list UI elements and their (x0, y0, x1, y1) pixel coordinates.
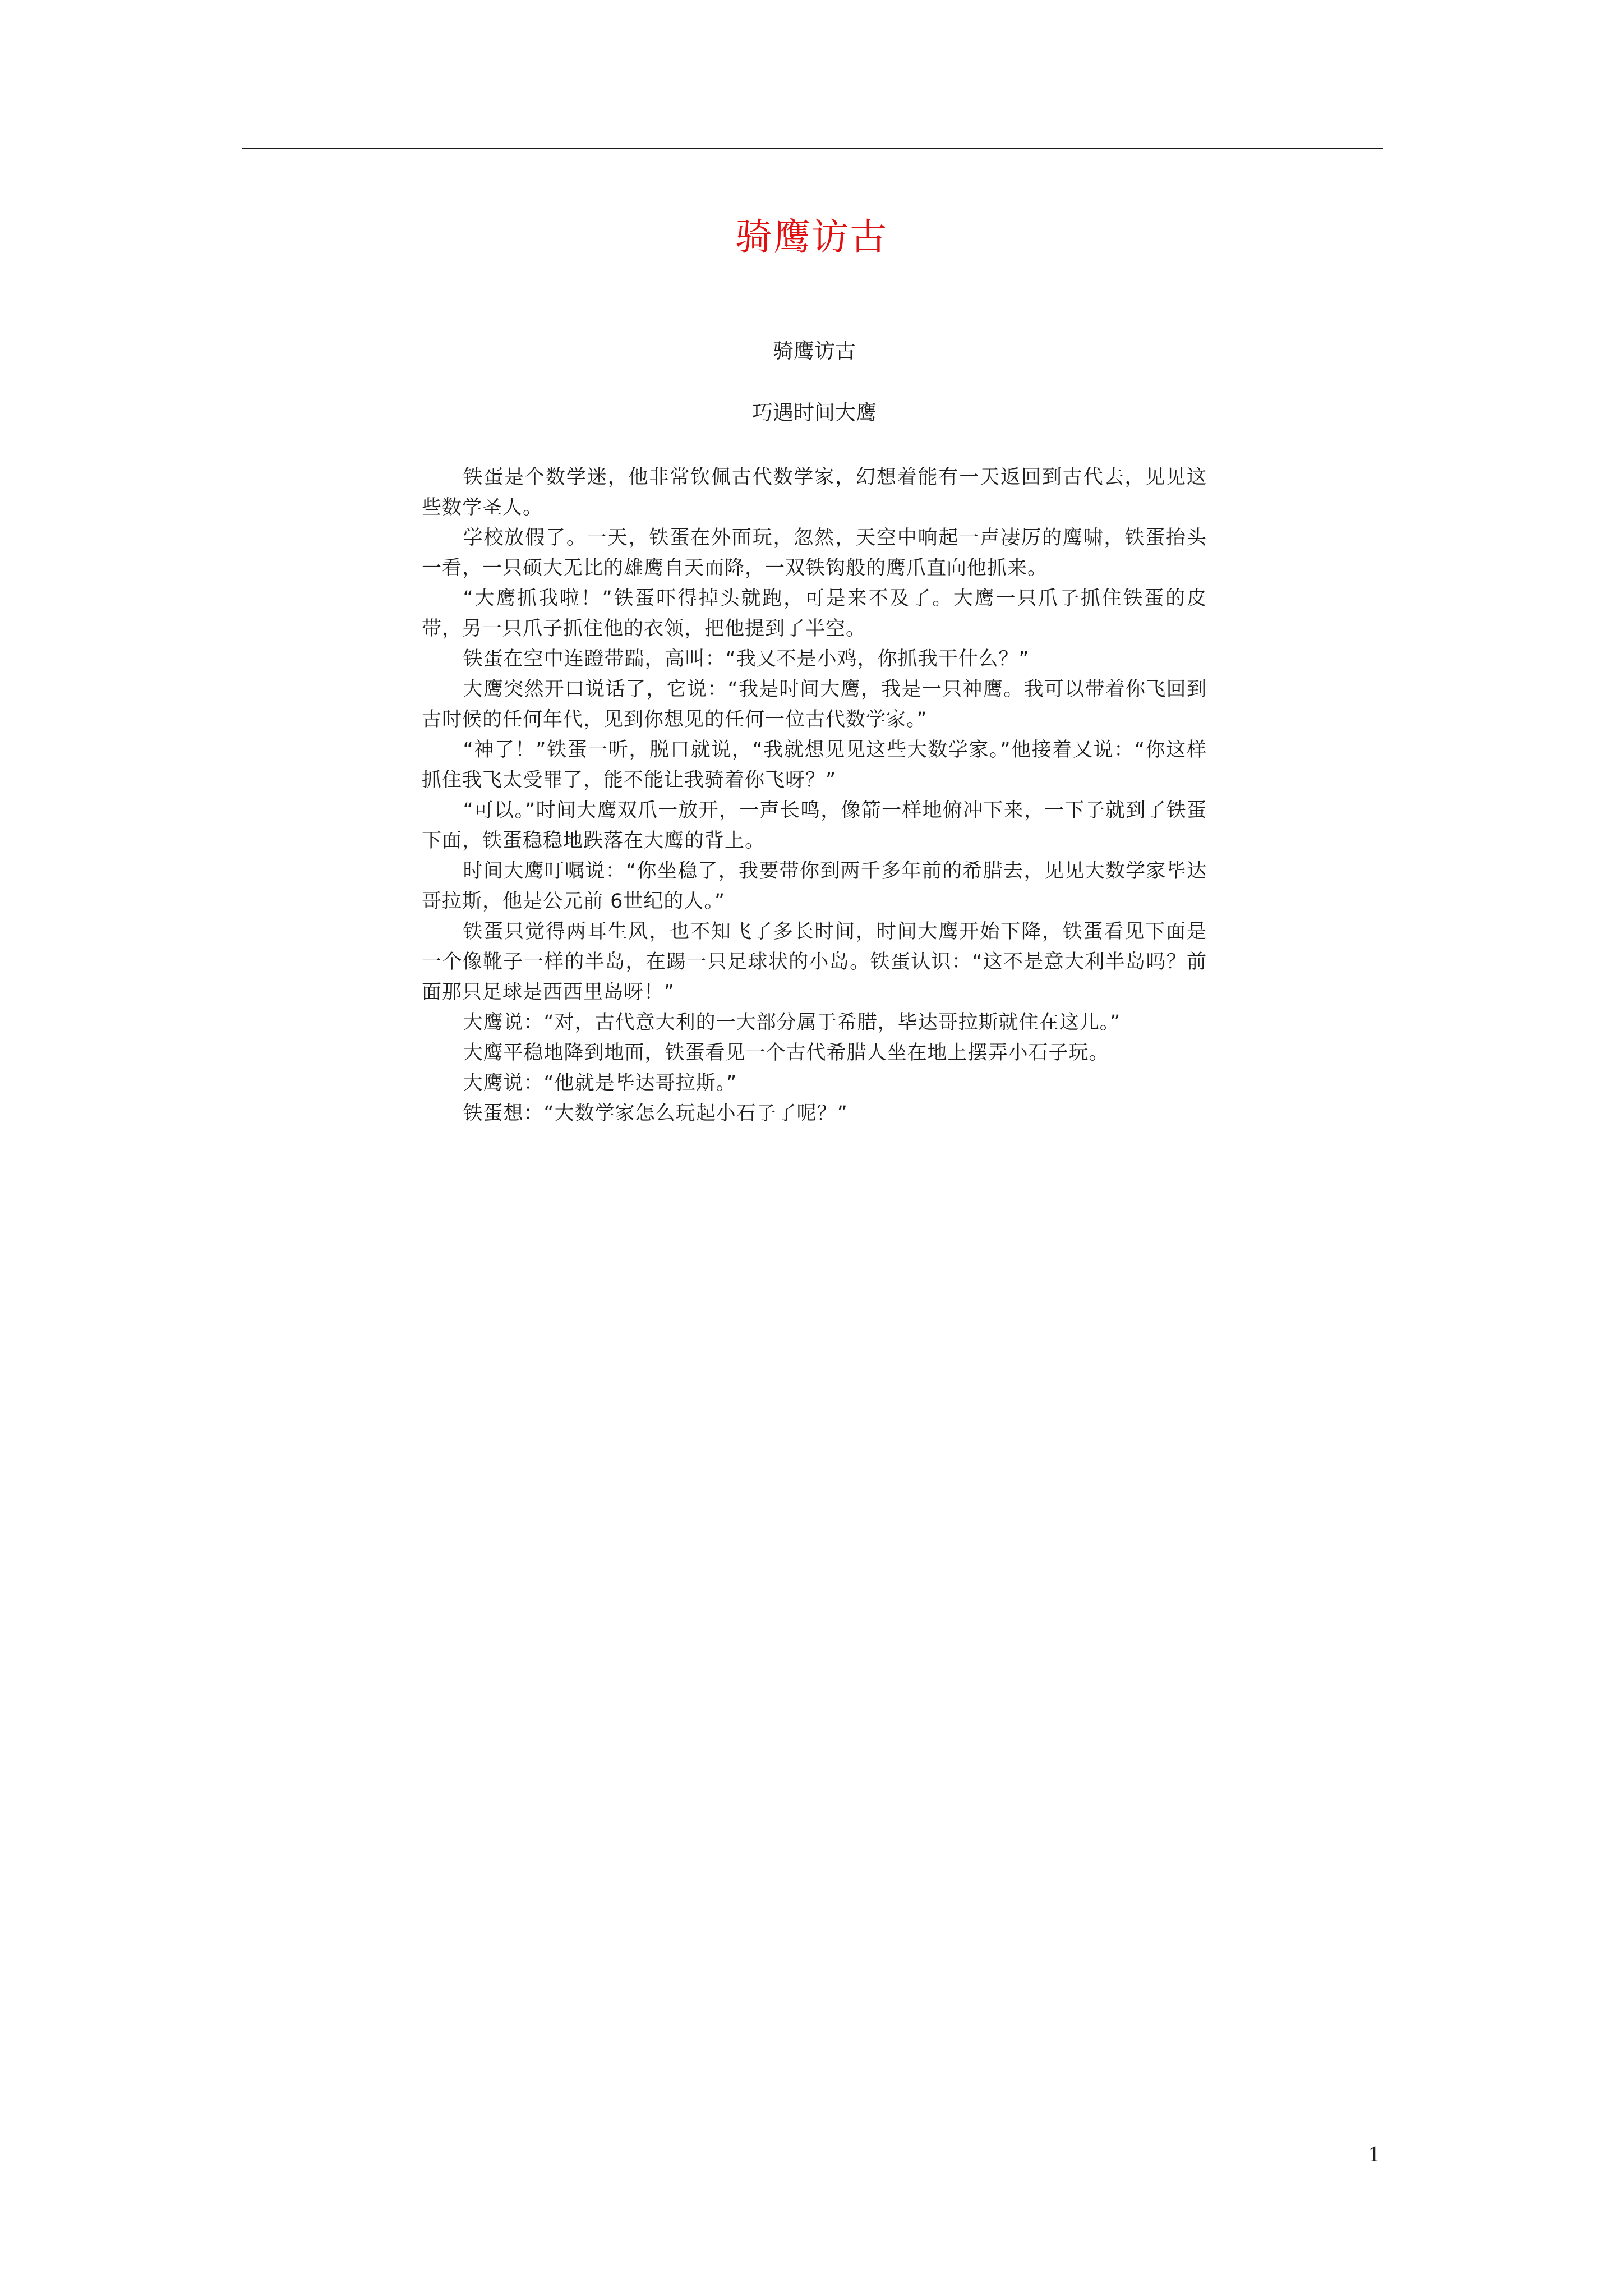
paragraph: 学校放假了。一天，铁蛋在外面玩，忽然，天空中响起一声凄厉的鹰啸，铁蛋抬头一看，一只硕大无比的雄鹰自天而降，一双铁钩般的鹰爪直向他抓来。 (422, 527, 1207, 579)
page-number: 1 (1368, 2141, 1380, 2166)
paragraph: “可以。”时间大鹰双爪一放开，一声长鸣，像箭一样地俯冲下来，一下子就到了铁蛋下面，铁蛋稳稳地跌落在大鹰的背上。 (422, 799, 1207, 852)
paragraph: 大鹰说：“对，古代意大利的一大部分属于希腊，毕达哥拉斯就住在这儿。” (463, 1011, 1121, 1034)
scanned-page (422, 337, 1207, 1129)
paragraph: “神了！”铁蛋一听，脱口就说，“我就想见见这些大数学家。”他接着又说：“你这样抓住我飞太受罪了，能不能让我骑着你飞呀？” (422, 739, 1207, 792)
scan-title: 骑鹰访古 (773, 339, 856, 363)
paragraph: “大鹰抓我啦！”铁蛋吓得掉头就跑，可是来不及了。大鹰一只爪子抓住铁蛋的皮带，另一只爪子抓住他的衣领，把他提到了半空。 (422, 587, 1207, 640)
paragraph: 大鹰平稳地降到地面，铁蛋看见一个古代希腊人坐在地上摆弄小石子玩。 (463, 1042, 1109, 1064)
paragraph: 铁蛋想：“大数学家怎么玩起小石子了呢？” (463, 1102, 848, 1125)
header-rule (242, 148, 1383, 149)
document-title: 骑鹰访古 (735, 215, 888, 259)
story-body (422, 462, 1207, 1129)
paragraph: 铁蛋在空中连蹬带踹，高叫：“我又不是小鸡，你抓我干什么？” (463, 648, 1030, 670)
paragraph: 铁蛋只觉得两耳生风，也不知飞了多长时间，时间大鹰开始下降，铁蛋看见下面是一个像靴子一样的半岛，在踢一只足球状的小岛。铁蛋认识：“这不是意大利半岛吗？前面那只足球是西西里岛呀！” (422, 921, 1207, 1004)
paragraph: 大鹰说：“他就是毕达哥拉斯。” (463, 1072, 737, 1094)
scan-subtitle: 巧遇时间大鹰 (752, 401, 877, 425)
paragraph: 铁蛋是个数学迷，他非常钦佩古代数学家，幻想着能有一天返回到古代去，见见这些数学圣人。 (422, 466, 1207, 519)
paragraph: 时间大鹰叮嘱说：“你坐稳了，我要带你到两千多年前的希腊去，见见大数学家毕达哥拉斯，他是公元前 6世纪的人。” (422, 860, 1207, 913)
paragraph: 大鹰突然开口说话了，它说：“我是时间大鹰，我是一只神鹰。我可以带着你飞回到古时候的任何年代，见到你想见的任何一位古代数学家。” (422, 678, 1207, 731)
